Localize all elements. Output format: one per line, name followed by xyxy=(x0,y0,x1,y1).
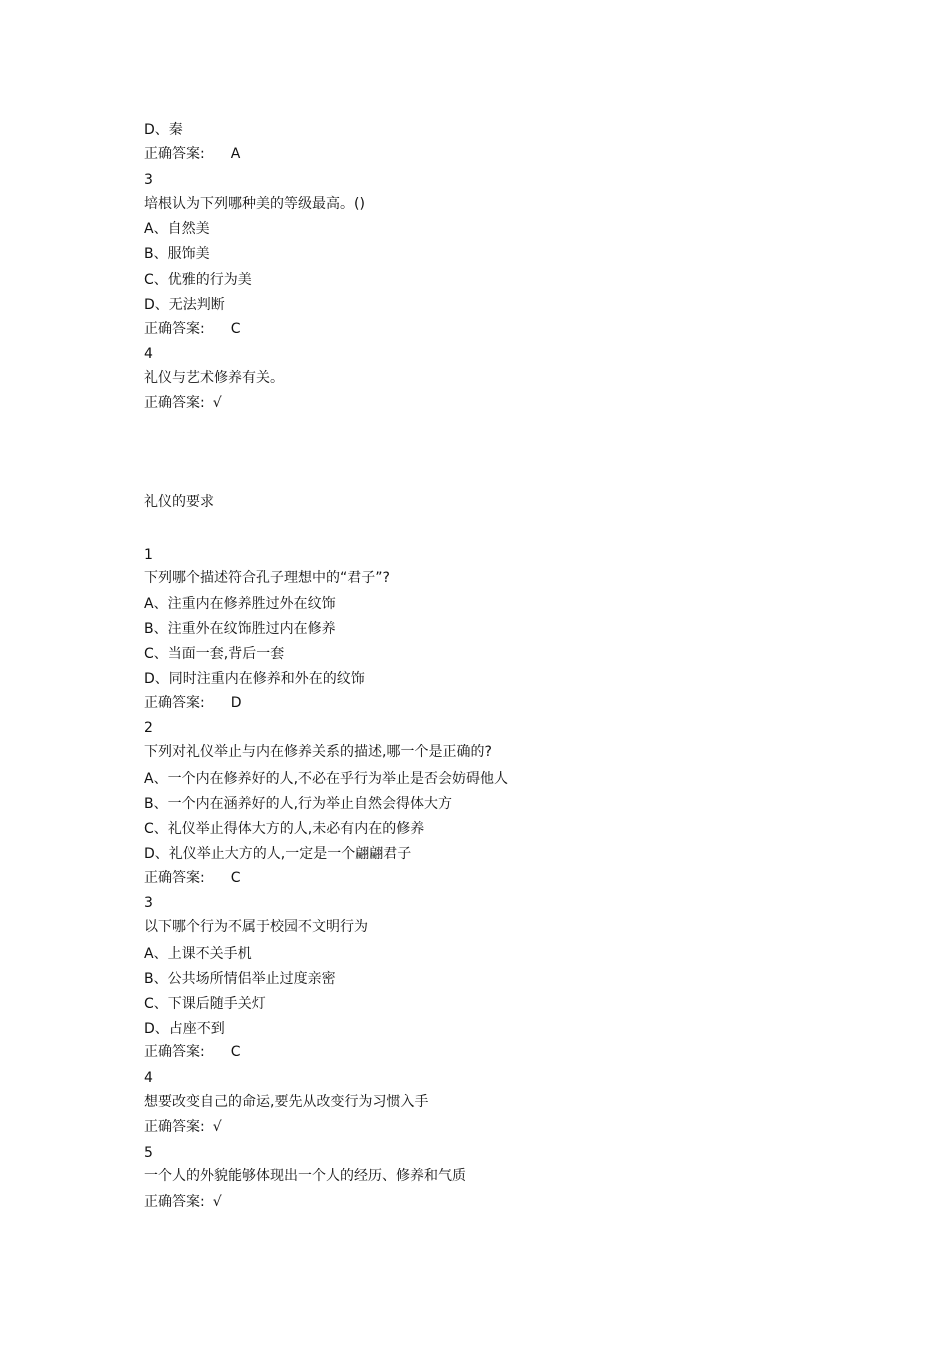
question-text: 以下哪个行为不属于校园不文明行为 xyxy=(144,919,368,935)
answer-line xyxy=(144,694,242,712)
question-text: 一个人的外貌能够体现出一个人的经历、修养和气质 xyxy=(144,1168,466,1184)
answer-label: 正确答案: xyxy=(144,695,205,711)
answer-value: √ xyxy=(212,1194,222,1210)
option-d: D、礼仪举止大方的人,一定是一个翩翩君子 xyxy=(144,846,412,862)
question-number: 1 xyxy=(144,547,153,563)
question-number: 3 xyxy=(144,895,153,911)
option-a: A、一个内在修养好的人,不必在乎行为举止是否会妨碍他人 xyxy=(144,771,509,787)
option-d: D、同时注重内在修养和外在的纹饰 xyxy=(144,671,365,687)
option-b: B、服饰美 xyxy=(144,246,210,262)
answer-line xyxy=(144,1043,241,1061)
question-text: 下列哪个描述符合孔子理想中的“君子”? xyxy=(144,570,390,586)
answer-label: 正确答案: xyxy=(144,1119,205,1135)
answer-label: 正确答案: xyxy=(144,321,205,337)
answer-label: 正确答案: xyxy=(144,1044,205,1060)
question-number: 4 xyxy=(144,1070,153,1086)
option-d: D、秦 xyxy=(144,122,183,138)
answer-line xyxy=(144,394,222,412)
answer-value: C xyxy=(230,870,241,886)
option-b: B、公共场所情侣举止过度亲密 xyxy=(144,971,336,987)
answer-value: A xyxy=(230,146,241,162)
answer-line xyxy=(144,1193,222,1211)
option-a: A、注重内在修养胜过外在纹饰 xyxy=(144,596,336,612)
answer-value: √ xyxy=(212,1119,222,1135)
answer-line xyxy=(144,869,241,887)
question-text: 培根认为下列哪种美的等级最高。() xyxy=(144,196,365,212)
question-text: 想要改变自己的命运,要先从改变行为习惯入手 xyxy=(144,1094,429,1110)
section-title: 礼仪的要求 xyxy=(144,494,214,510)
option-a: A、自然美 xyxy=(144,221,210,237)
question-number: 3 xyxy=(144,172,153,188)
question-number: 4 xyxy=(144,346,153,362)
answer-line xyxy=(144,145,240,163)
answer-label: 正确答案: xyxy=(144,395,205,411)
question-number: 2 xyxy=(144,720,153,736)
question-text: 礼仪与艺术修养有关。 xyxy=(144,370,284,386)
answer-value: √ xyxy=(212,395,222,411)
option-d: D、占座不到 xyxy=(144,1021,225,1037)
answer-label: 正确答案: xyxy=(144,1194,205,1210)
answer-line xyxy=(144,320,241,338)
option-c: C、当面一套,背后一套 xyxy=(144,646,285,662)
answer-value: C xyxy=(230,321,241,337)
answer-label: 正确答案: xyxy=(144,870,205,886)
question-text: 下列对礼仪举止与内在修养关系的描述,哪一个是正确的? xyxy=(144,744,492,760)
option-c: C、礼仪举止得体大方的人,未必有内在的修养 xyxy=(144,821,425,837)
option-c: C、优雅的行为美 xyxy=(144,272,252,288)
answer-value: C xyxy=(230,1044,241,1060)
answer-line xyxy=(144,1118,222,1136)
option-d: D、无法判断 xyxy=(144,297,225,313)
option-b: B、一个内在涵养好的人,行为举止自然会得体大方 xyxy=(144,796,453,812)
answer-value: D xyxy=(230,695,242,711)
option-c: C、下课后随手关灯 xyxy=(144,996,266,1012)
answer-label: 正确答案: xyxy=(144,146,205,162)
option-a: A、上课不关手机 xyxy=(144,946,252,962)
question-number: 5 xyxy=(144,1145,153,1161)
option-b: B、注重外在纹饰胜过内在修养 xyxy=(144,621,336,637)
